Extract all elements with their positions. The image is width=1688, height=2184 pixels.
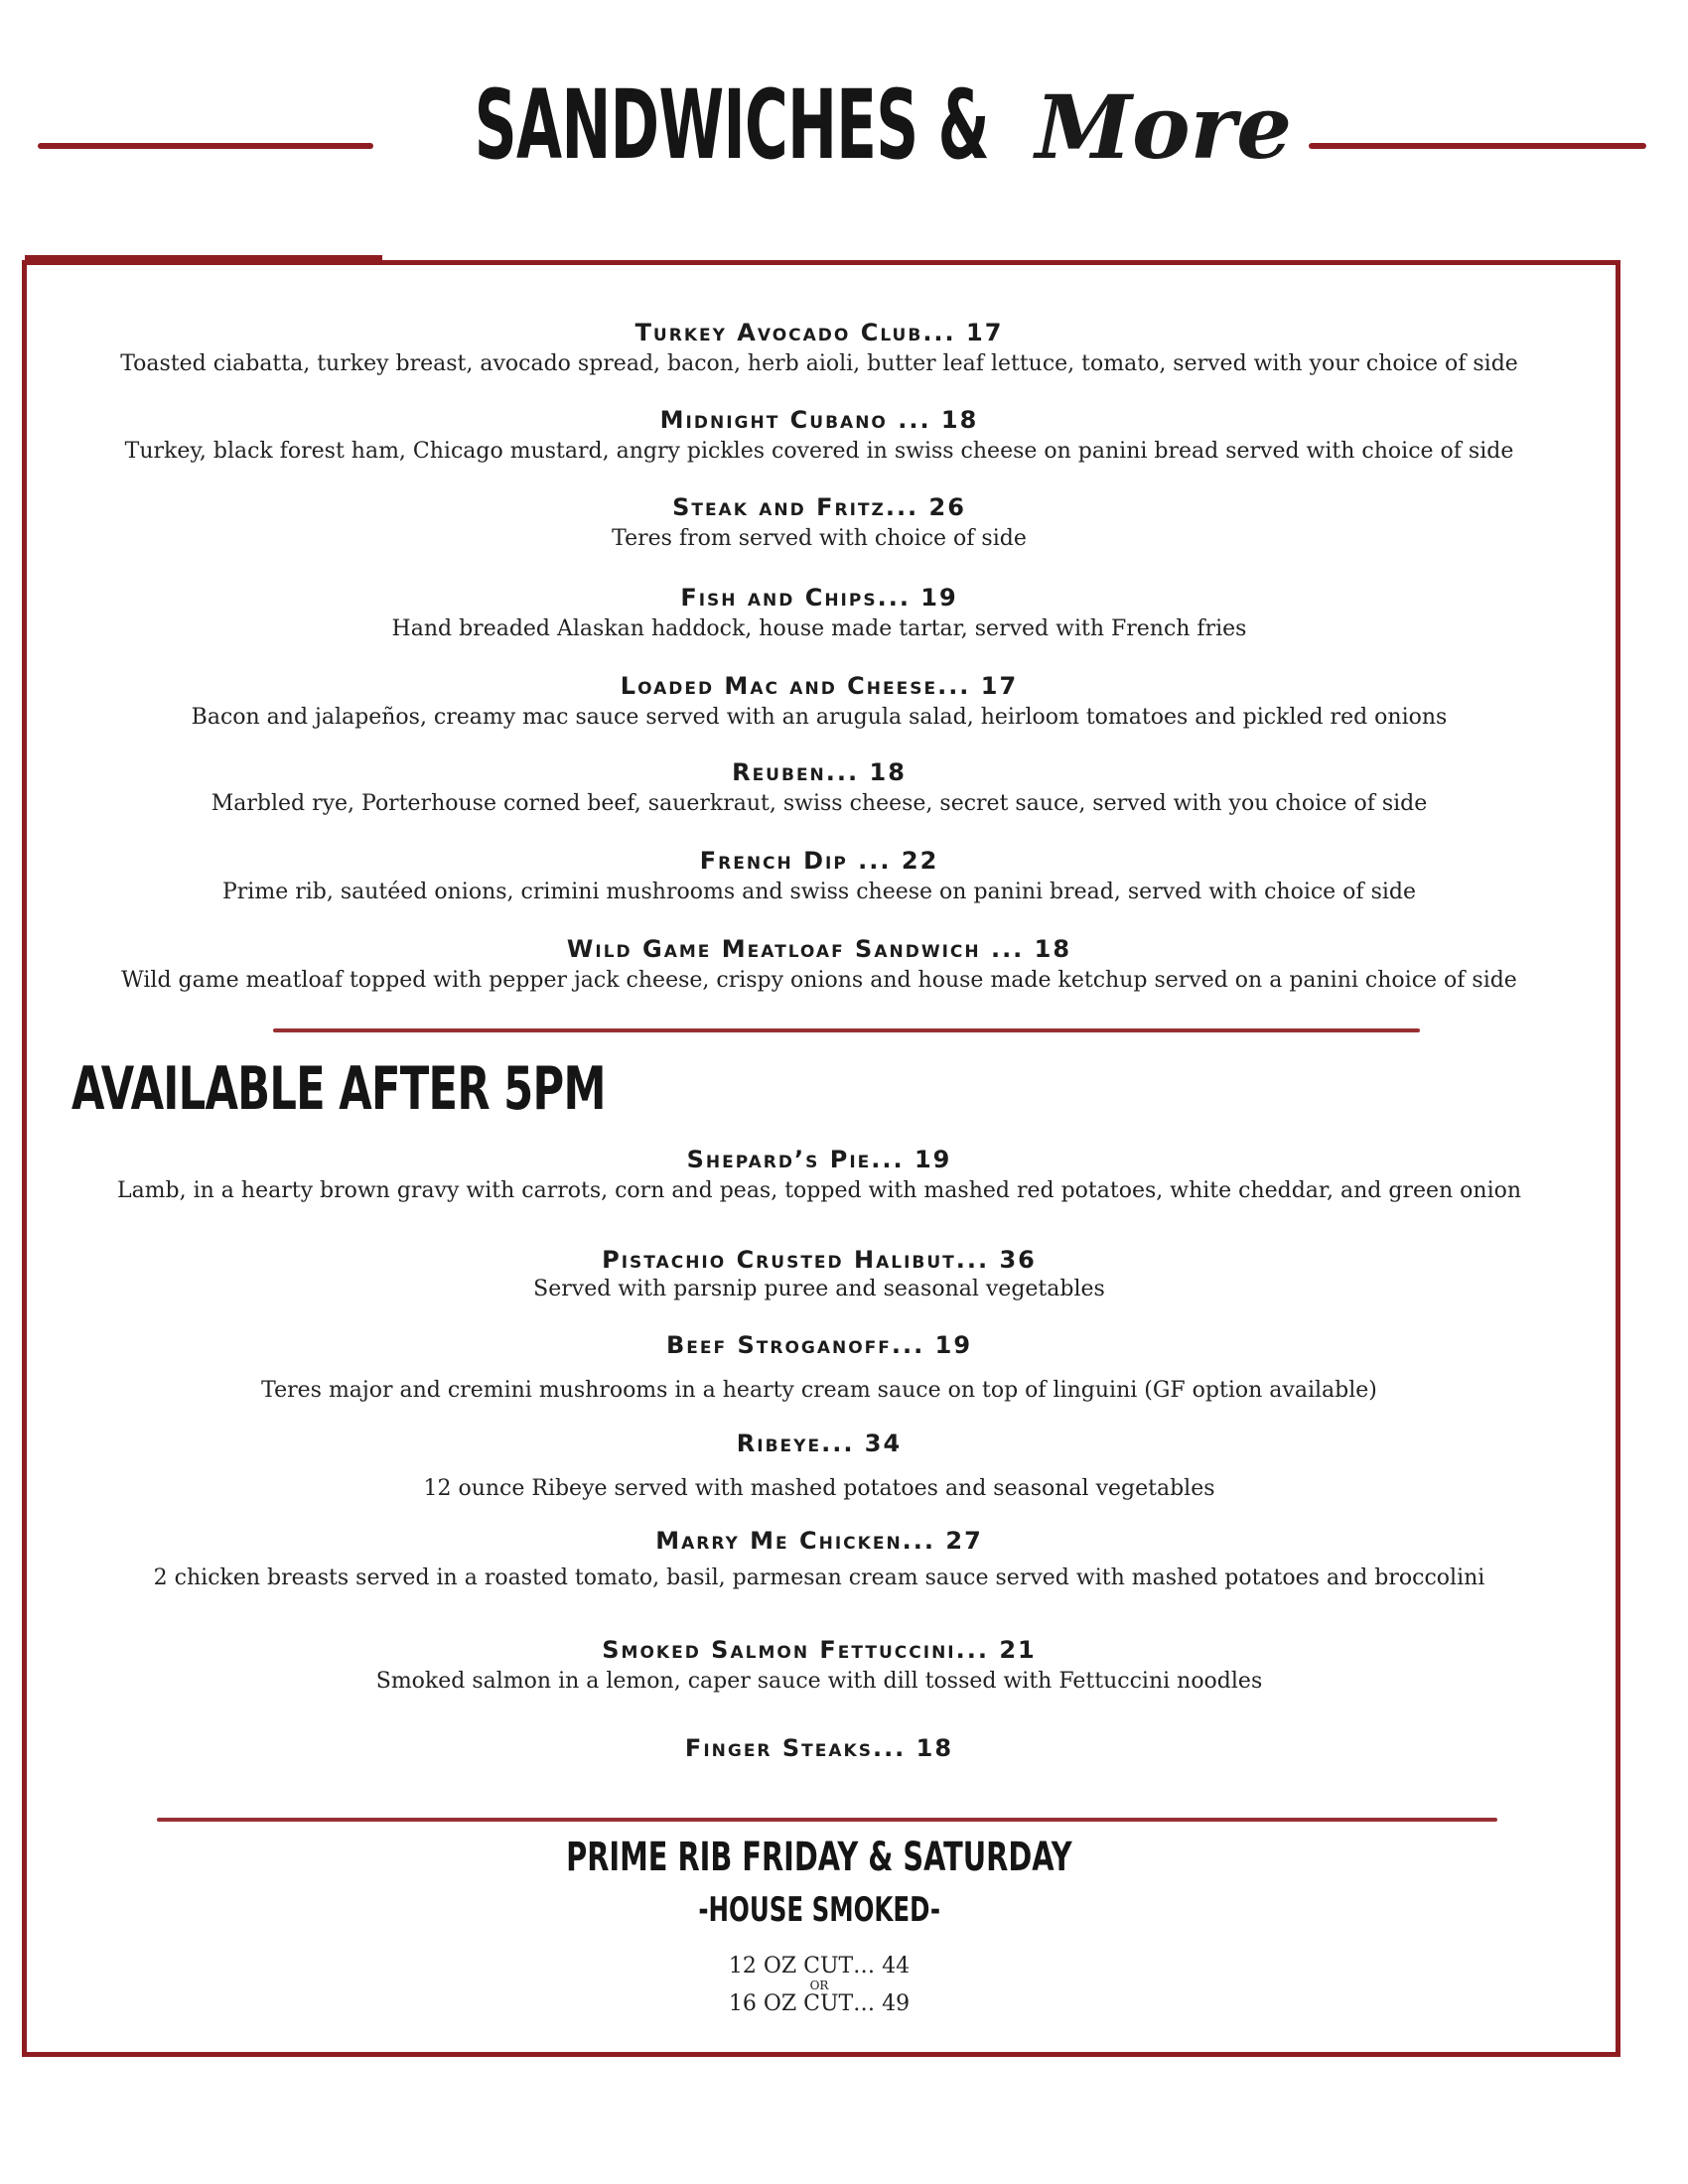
menu-item xyxy=(0,1731,1638,1765)
page-header xyxy=(0,69,1688,189)
menu-item-name: Reuben... 18 xyxy=(732,758,907,786)
after5-heading: AVAILABLE AFTER 5PM xyxy=(71,1054,606,1124)
menu-item-description: Wild game meatloaf topped with pepper jack cheese, crispy onions and house made ketchup served on a panini choice of side xyxy=(121,968,1517,993)
menu-item xyxy=(0,1427,1638,1504)
page-title-script: More xyxy=(1035,75,1293,179)
prime-rib-cuts xyxy=(0,1954,1638,2017)
prime-rib-title-text: PRIME RIB FRIDAY & SATURDAY xyxy=(566,1835,1072,1880)
menu-item-name: Shepard’s Pie... 19 xyxy=(686,1146,952,1173)
menu-item-description: Toasted ciabatta, turkey breast, avocado spread, bacon, herb aioli, butter leaf lettuce, tomato, served with your choice of side xyxy=(120,351,1518,376)
menu-item xyxy=(0,1143,1638,1206)
menu-item xyxy=(0,403,1638,467)
section-divider xyxy=(273,1028,1420,1032)
menu-item xyxy=(0,490,1638,554)
menu-item-description: Smoked salmon in a lemon, caper sauce with dill tossed with Fettuccini noodles xyxy=(375,1669,1263,1694)
menu-item-name: Fish and Chips... 19 xyxy=(680,584,958,612)
menu-item xyxy=(0,581,1638,644)
menu-item xyxy=(0,1524,1638,1593)
menu-item-name: Smoked Salmon Fettuccini... 21 xyxy=(602,1636,1037,1664)
menu-item-description: Lamb, in a hearty brown gravy with carrots, corn and peas, topped with mashed red potatoes, white cheddar, and green onion xyxy=(116,1178,1522,1203)
menu-item-name: Midnight Cubano ... 18 xyxy=(659,406,979,434)
menu-item-description: 2 chicken breasts served in a roasted tomato, basil, parmesan cream sauce served with mashed potatoes and broccolini xyxy=(153,1566,1485,1590)
menu-item xyxy=(0,1328,1638,1406)
menu-item xyxy=(0,669,1638,733)
menu-item-name: Steak and Fritz... 26 xyxy=(672,493,966,521)
menu-item-description: Served with parsnip puree and seasonal vegetables xyxy=(533,1277,1105,1301)
menu-item xyxy=(0,844,1638,907)
menu-item-description: Hand breaded Alaskan haddock, house made tartar, served with French fries xyxy=(391,616,1247,641)
menu-item xyxy=(0,1633,1638,1697)
section-divider xyxy=(157,1818,1497,1822)
prime-rib-subtitle-text: -HOUSE SMOKED- xyxy=(698,1890,940,1930)
prime-rib-cut-12oz: 12 OZ CUT… 44 xyxy=(728,1954,911,1979)
menu-item-description: 12 ounce Ribeye served with mashed potatoes and seasonal vegetables xyxy=(423,1476,1215,1501)
prime-rib-title xyxy=(0,1835,1638,1880)
menu-item xyxy=(0,1243,1638,1302)
menu-item-name: Wild Game Meatloaf Sandwich ... 18 xyxy=(566,935,1072,963)
prime-rib-subtitle xyxy=(0,1890,1638,1930)
prime-rib-cut-16oz: 16 OZ CUT… 49 xyxy=(728,1991,911,2016)
menu-item xyxy=(0,932,1638,996)
page-title xyxy=(0,69,1688,181)
menu-item xyxy=(0,755,1638,819)
menu-item xyxy=(0,316,1638,379)
menu-item-description: Teres major and cremini mushrooms in a hearty cream sauce on top of linguini (GF option available) xyxy=(261,1378,1377,1403)
menu-item-name: Pistachio Crusted Halibut... 36 xyxy=(602,1246,1037,1274)
menu-item-name: Finger Steaks... 18 xyxy=(684,1734,954,1762)
menu-item-name: Turkey Avocado Club... 17 xyxy=(634,319,1004,346)
menu-item-description: Prime rib, sautéed onions, crimini mushrooms and swiss cheese on panini bread, served with choice of side xyxy=(221,880,1416,904)
menu-item-name: Marry Me Chicken... 27 xyxy=(655,1527,983,1555)
menu-item-name: Beef Stroganoff... 19 xyxy=(665,1331,973,1359)
prime-rib-or: OR xyxy=(809,1979,829,1992)
menu-item-description: Teres from served with choice of side xyxy=(612,526,1027,551)
menu-item-description: Turkey, black forest ham, Chicago mustard, angry pickles covered in swiss cheese on panini bread served with choice of side xyxy=(124,439,1514,464)
menu-item-name: Ribeye... 34 xyxy=(736,1430,903,1457)
menu-item-name: French Dip ... 22 xyxy=(699,847,939,875)
menu-item-description: Marbled rye, Porterhouse corned beef, sauerkraut, swiss cheese, secret sauce, served with you choice of side xyxy=(211,791,1428,816)
menu-item-description: Bacon and jalapeños, creamy mac sauce served with an arugula salad, heirloom tomatoes and pickled red onions xyxy=(191,705,1448,730)
page-title-main: SANDWICHES & xyxy=(474,69,989,181)
menu-item-name: Loaded Mac and Cheese... 17 xyxy=(620,672,1019,700)
